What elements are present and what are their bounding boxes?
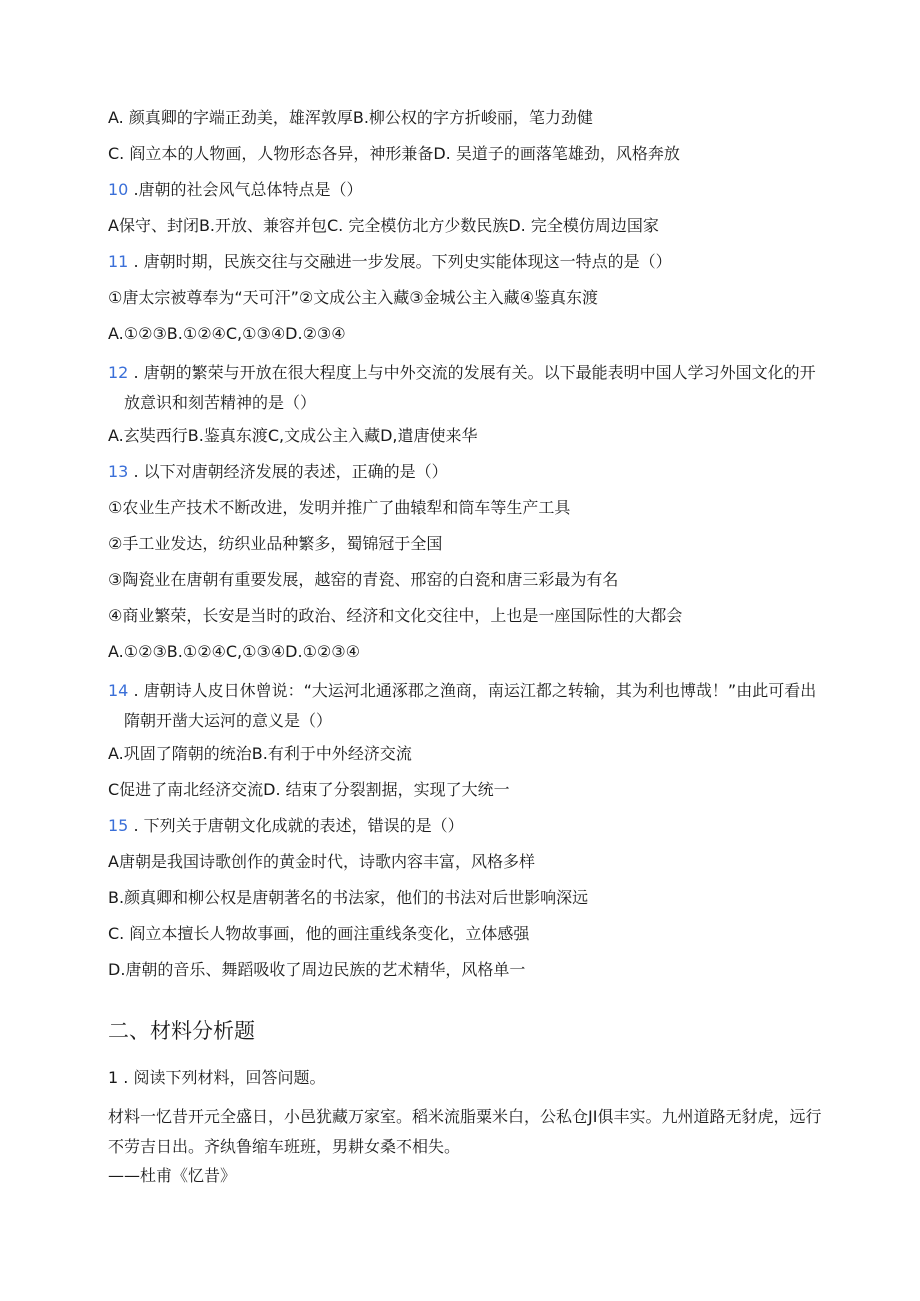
material-text: 材料一忆昔开元全盛日，小邑犹藏万家室。稻米流脂粟米白，公私仓JI俱丰实。九州道路无豺虎，远行不劳吉日出。齐纨鲁缩车班班，男耕女桑不相失。 [108,1107,822,1156]
question-number: 10 [108,180,129,199]
question-12 [108,358,824,418]
q11-options: A.①②③B.①②④C,①③④D.②③④ [108,324,346,343]
question-number: 1 [108,1068,119,1087]
question-stem: . 唐朝诗人皮日休曾说：“大运河北通涿郡之渔商，南运江都之转输，其为利也博哉！”由此可看出隋朝开凿大运河的意义是（） [124,681,817,730]
question-number: 14 [108,681,129,700]
question-10 [108,178,824,202]
q13-options: A.①②③B.①②④C,①③④D.①②③④ [108,642,360,661]
material-source: ——杜甫《忆昔》 [108,1166,237,1185]
q15-option-d: D.唐朝的音乐、舞蹈吸收了周边民族的艺术精华，风格单一 [108,960,526,979]
q15-option-a: A唐朝是我国诗歌创作的黄金时代，诗歌内容丰富，风格多样 [108,852,535,871]
question-number: 11 [108,252,129,271]
question-13 [108,460,824,484]
question-number: 12 [108,363,129,382]
q15-option-c: C. 阎立本擅长人物故事画，他的画注重线条变化，立体感强 [108,924,530,943]
question-14 [108,676,824,736]
q12-options: A.玄奘西行B.鉴真东渡C,文成公主入藏D,遣唐使来华 [108,426,478,445]
question-stem: .唐朝的社会风气总体特点是（） [128,180,363,199]
q14-options-cd: C促进了南北经济交流D. 结束了分裂割据，实现了大统一 [108,780,510,799]
question-number: 13 [108,462,129,481]
material-question-1 [108,1066,824,1090]
q11-items: ①唐太宗被尊奉为“天可汗”②文成公主入藏③金城公主入藏④鉴真东渡 [108,288,598,307]
q10-options: A保守、封闭B.开放、兼容并包C. 完全模仿北方少数民族D. 完全模仿周边国家 [108,216,659,235]
q9-options-ab: A. 颜真卿的字端正劲美，雄浑敦厚B.柳公权的字方折峻丽，笔力劲健 [108,108,593,127]
question-stem: . 以下对唐朝经济发展的表述，正确的是（） [128,462,448,481]
q15-option-b: B.颜真卿和柳公权是唐朝著名的书法家，他们的书法对后世影响深远 [108,888,589,907]
q14-options-ab: A.巩固了隋朝的统治B.有利于中外经济交流 [108,744,412,763]
question-15 [108,814,824,838]
question-stem: . 唐朝的繁荣与开放在很大程度上与中外交流的发展有关。以下最能表明中国人学习外国文化的开放意识和刻苦精神的是（） [124,363,816,412]
question-11 [108,250,824,274]
section-title: 二、材料分析题 [108,1019,255,1043]
question-stem: . 阅读下列材料，回答问题。 [118,1068,326,1087]
question-number: 15 [108,816,129,835]
q13-item-1: ①农业生产技术不断改进，发明并推广了曲辕犁和筒车等生产工具 [108,498,571,517]
q13-item-2: ②手工业发达，纺织业品种繁多，蜀锦冠于全国 [108,534,443,553]
question-stem: . 唐朝时期，民族交往与交融进一步发展。下列史实能体现这一特点的是（） [128,252,672,271]
q13-item-3: ③陶瓷业在唐朝有重要发展，越窑的青瓷、邢窑的白瓷和唐三彩最为有名 [108,570,619,589]
q13-item-4: ④商业繁荣，长安是当时的政治、经济和文化交往中，上也是一座国际性的大都会 [108,606,683,625]
q9-options-cd: C. 阎立本的人物画，人物形态各异，神形兼备D. 吴道子的画落笔雄劲，风格奔放 [108,144,680,163]
question-stem: . 下列关于唐朝文化成就的表述，错误的是（） [128,816,464,835]
